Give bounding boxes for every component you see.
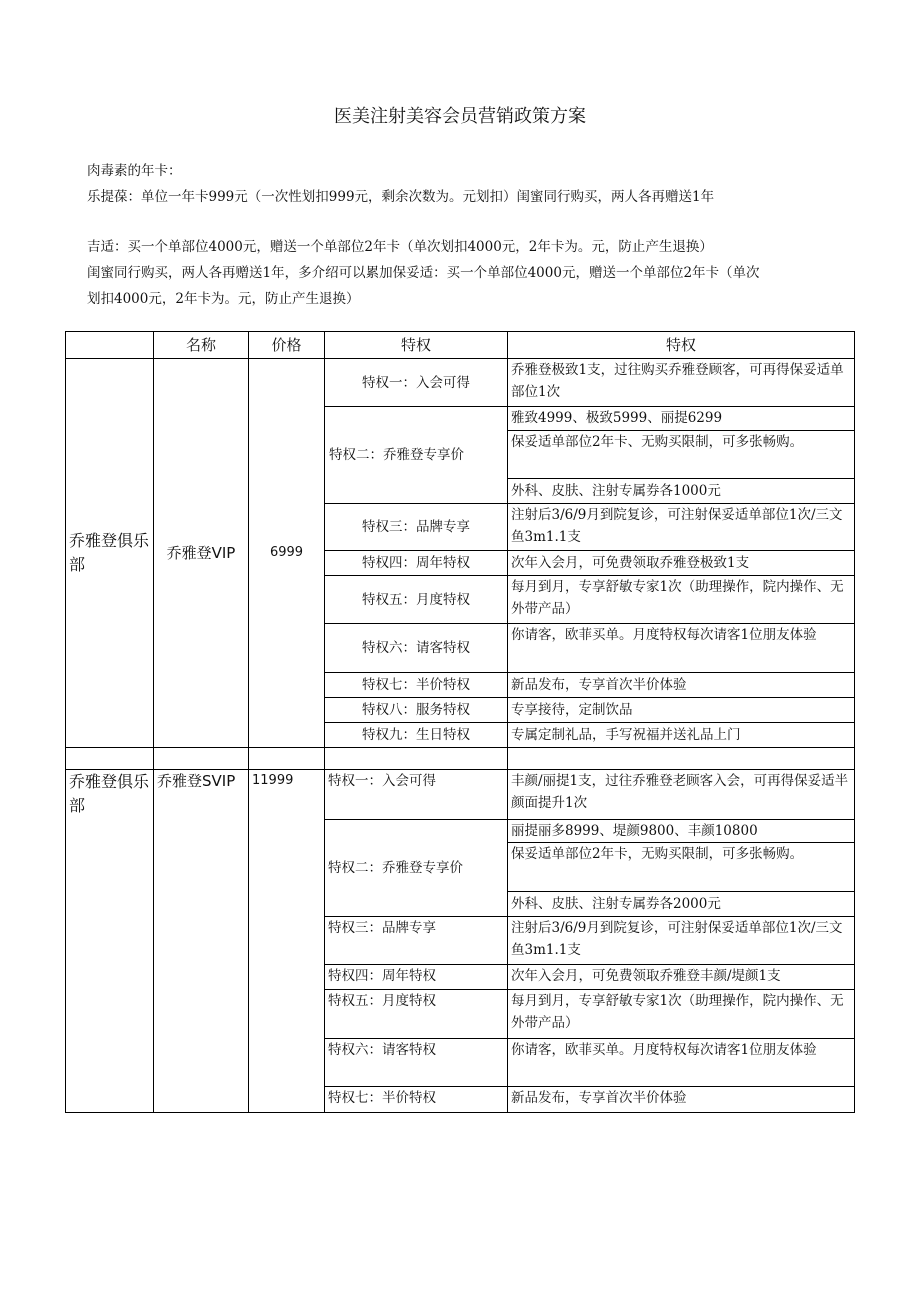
vip-privilege-6: 特权六：请客特权 bbox=[325, 624, 508, 673]
spacer-cell bbox=[249, 748, 325, 770]
header-name: 名称 bbox=[154, 332, 249, 359]
vip-privilege-2-desc-1: 雅致4999、极致5999、丽提6299 bbox=[508, 407, 855, 431]
vip-privilege-9: 特权九：生日特权 bbox=[325, 723, 508, 748]
membership-table bbox=[65, 331, 855, 1113]
intro-line-2: 乐提葆：单位一年卡999元（一次性划扣999元，剩余次数为。元划扣）闺蜜同行购买，两人各再赠送1年 bbox=[87, 189, 715, 205]
vip-privilege-2-desc-3: 外科、皮肤、注射专属券各1000元 bbox=[508, 479, 855, 504]
header-privilege: 特权 bbox=[325, 332, 508, 359]
vip-privilege-2-desc-2: 保妥适单部位2年卡、无购买限制，可多张畅购。 bbox=[508, 431, 855, 479]
svip-price: 11999 bbox=[249, 770, 325, 1113]
table-row bbox=[66, 359, 855, 407]
svip-privilege-1: 特权一：入会可得 bbox=[325, 770, 508, 820]
vip-privilege-2: 特权二：乔雅登专享价 bbox=[325, 407, 508, 504]
svip-privilege-2-desc-3: 外科、皮肤、注射专属券各2000元 bbox=[508, 892, 855, 917]
vip-privilege-9-desc: 专属定制礼品，手写祝福并送礼品上门 bbox=[508, 723, 855, 748]
svip-club-name: 乔雅登俱乐部 bbox=[66, 770, 154, 1113]
svip-privilege-6-desc: 你请客，欧菲买单。月度特权每次请客1位朋友体验 bbox=[508, 1039, 855, 1087]
header-price: 价格 bbox=[249, 332, 325, 359]
table-header-row bbox=[66, 332, 855, 359]
header-privilege-detail: 特权 bbox=[508, 332, 855, 359]
vip-privilege-4: 特权四：周年特权 bbox=[325, 551, 508, 576]
svip-privilege-1-desc: 丰颜/丽提1支，过往乔雅登老顾客入会，可再得保妥适半颜面提升1次 bbox=[508, 770, 855, 820]
svip-privilege-7: 特权七：半价特权 bbox=[325, 1087, 508, 1113]
vip-privilege-6-desc: 你请客，欧菲买单。月度特权每次请客1位朋友体验 bbox=[508, 624, 855, 673]
svip-privilege-6: 特权六：请客特权 bbox=[325, 1039, 508, 1087]
intro-line-5: 划扣4000元，2年卡为。元，防止产生退换） bbox=[87, 291, 360, 307]
intro-line-3: 吉适：买一个单部位4000元，赠送一个单部位2年卡（单次划扣4000元，2年卡为。元，防止产生退换） bbox=[87, 239, 713, 255]
spacer-cell bbox=[66, 748, 154, 770]
vip-privilege-3: 特权三：品牌专享 bbox=[325, 504, 508, 551]
svip-privilege-2-desc-2: 保妥适单部位2年卡，无购买限制，可多张畅购。 bbox=[508, 843, 855, 892]
svip-privilege-3-desc: 注射后3/6/9月到院复诊，可注射保妥适单部位1次/三文鱼3m1.1支 bbox=[508, 917, 855, 965]
svip-card-name: 乔雅登SVIP bbox=[154, 770, 249, 1113]
vip-privilege-4-desc: 次年入会月，可免费领取乔雅登极致1支 bbox=[508, 551, 855, 576]
intro-line-1: 肉毒素的年卡： bbox=[87, 163, 182, 179]
vip-privilege-7-desc: 新品发布，专享首次半价体验 bbox=[508, 673, 855, 698]
vip-privilege-5-desc: 每月到月，专享舒敏专家1次（助理操作，院内操作、无外带产品） bbox=[508, 576, 855, 624]
spacer-cell bbox=[508, 748, 855, 770]
svip-privilege-5: 特权五：月度特权 bbox=[325, 990, 508, 1039]
svip-privilege-3: 特权三：品牌专享 bbox=[325, 917, 508, 965]
vip-privilege-3-desc: 注射后3/6/9月到院复诊，可注射保妥适单部位1次/三文鱼3m1.1支 bbox=[508, 504, 855, 551]
intro-line-4: 闺蜜同行购买，两人各再赠送1年，多介绍可以累加保妥适：买一个单部位4000元，赠送一个单部位2年卡（单次 bbox=[87, 265, 760, 281]
svip-privilege-2-desc-1: 丽提丽多8999、堤颜9800、丰颜10800 bbox=[508, 820, 855, 843]
svip-privilege-5-desc: 每月到月，专享舒敏专家1次（助理操作，院内操作、无外带产品） bbox=[508, 990, 855, 1039]
vip-privilege-1-desc: 乔雅登极致1支，过往购买乔雅登顾客，可再得保妥适单部位1次 bbox=[508, 359, 855, 407]
table-row bbox=[66, 770, 855, 820]
spacer-cell bbox=[154, 748, 249, 770]
svip-privilege-4-desc: 次年入会月，可免费领取乔雅登丰颜/堤颜1支 bbox=[508, 965, 855, 990]
header-cell-empty bbox=[66, 332, 154, 359]
spacer-cell bbox=[325, 748, 508, 770]
vip-privilege-8-desc: 专享接待，定制饮品 bbox=[508, 698, 855, 723]
vip-privilege-5: 特权五：月度特权 bbox=[325, 576, 508, 624]
spacer-row bbox=[66, 748, 855, 770]
vip-privilege-8: 特权八：服务特权 bbox=[325, 698, 508, 723]
svip-privilege-7-desc: 新品发布，专享首次半价体验 bbox=[508, 1087, 855, 1113]
vip-price: 6999 bbox=[249, 359, 325, 748]
vip-card-name: 乔雅登VIP bbox=[154, 359, 249, 748]
svip-privilege-4: 特权四：周年特权 bbox=[325, 965, 508, 990]
vip-club-name: 乔雅登俱乐部 bbox=[66, 359, 154, 748]
vip-privilege-7: 特权七：半价特权 bbox=[325, 673, 508, 698]
vip-privilege-1: 特权一：入会可得 bbox=[325, 359, 508, 407]
svip-privilege-2: 特权二：乔雅登专享价 bbox=[325, 820, 508, 917]
page-title: 医美注射美容会员营销政策方案 bbox=[334, 106, 586, 127]
